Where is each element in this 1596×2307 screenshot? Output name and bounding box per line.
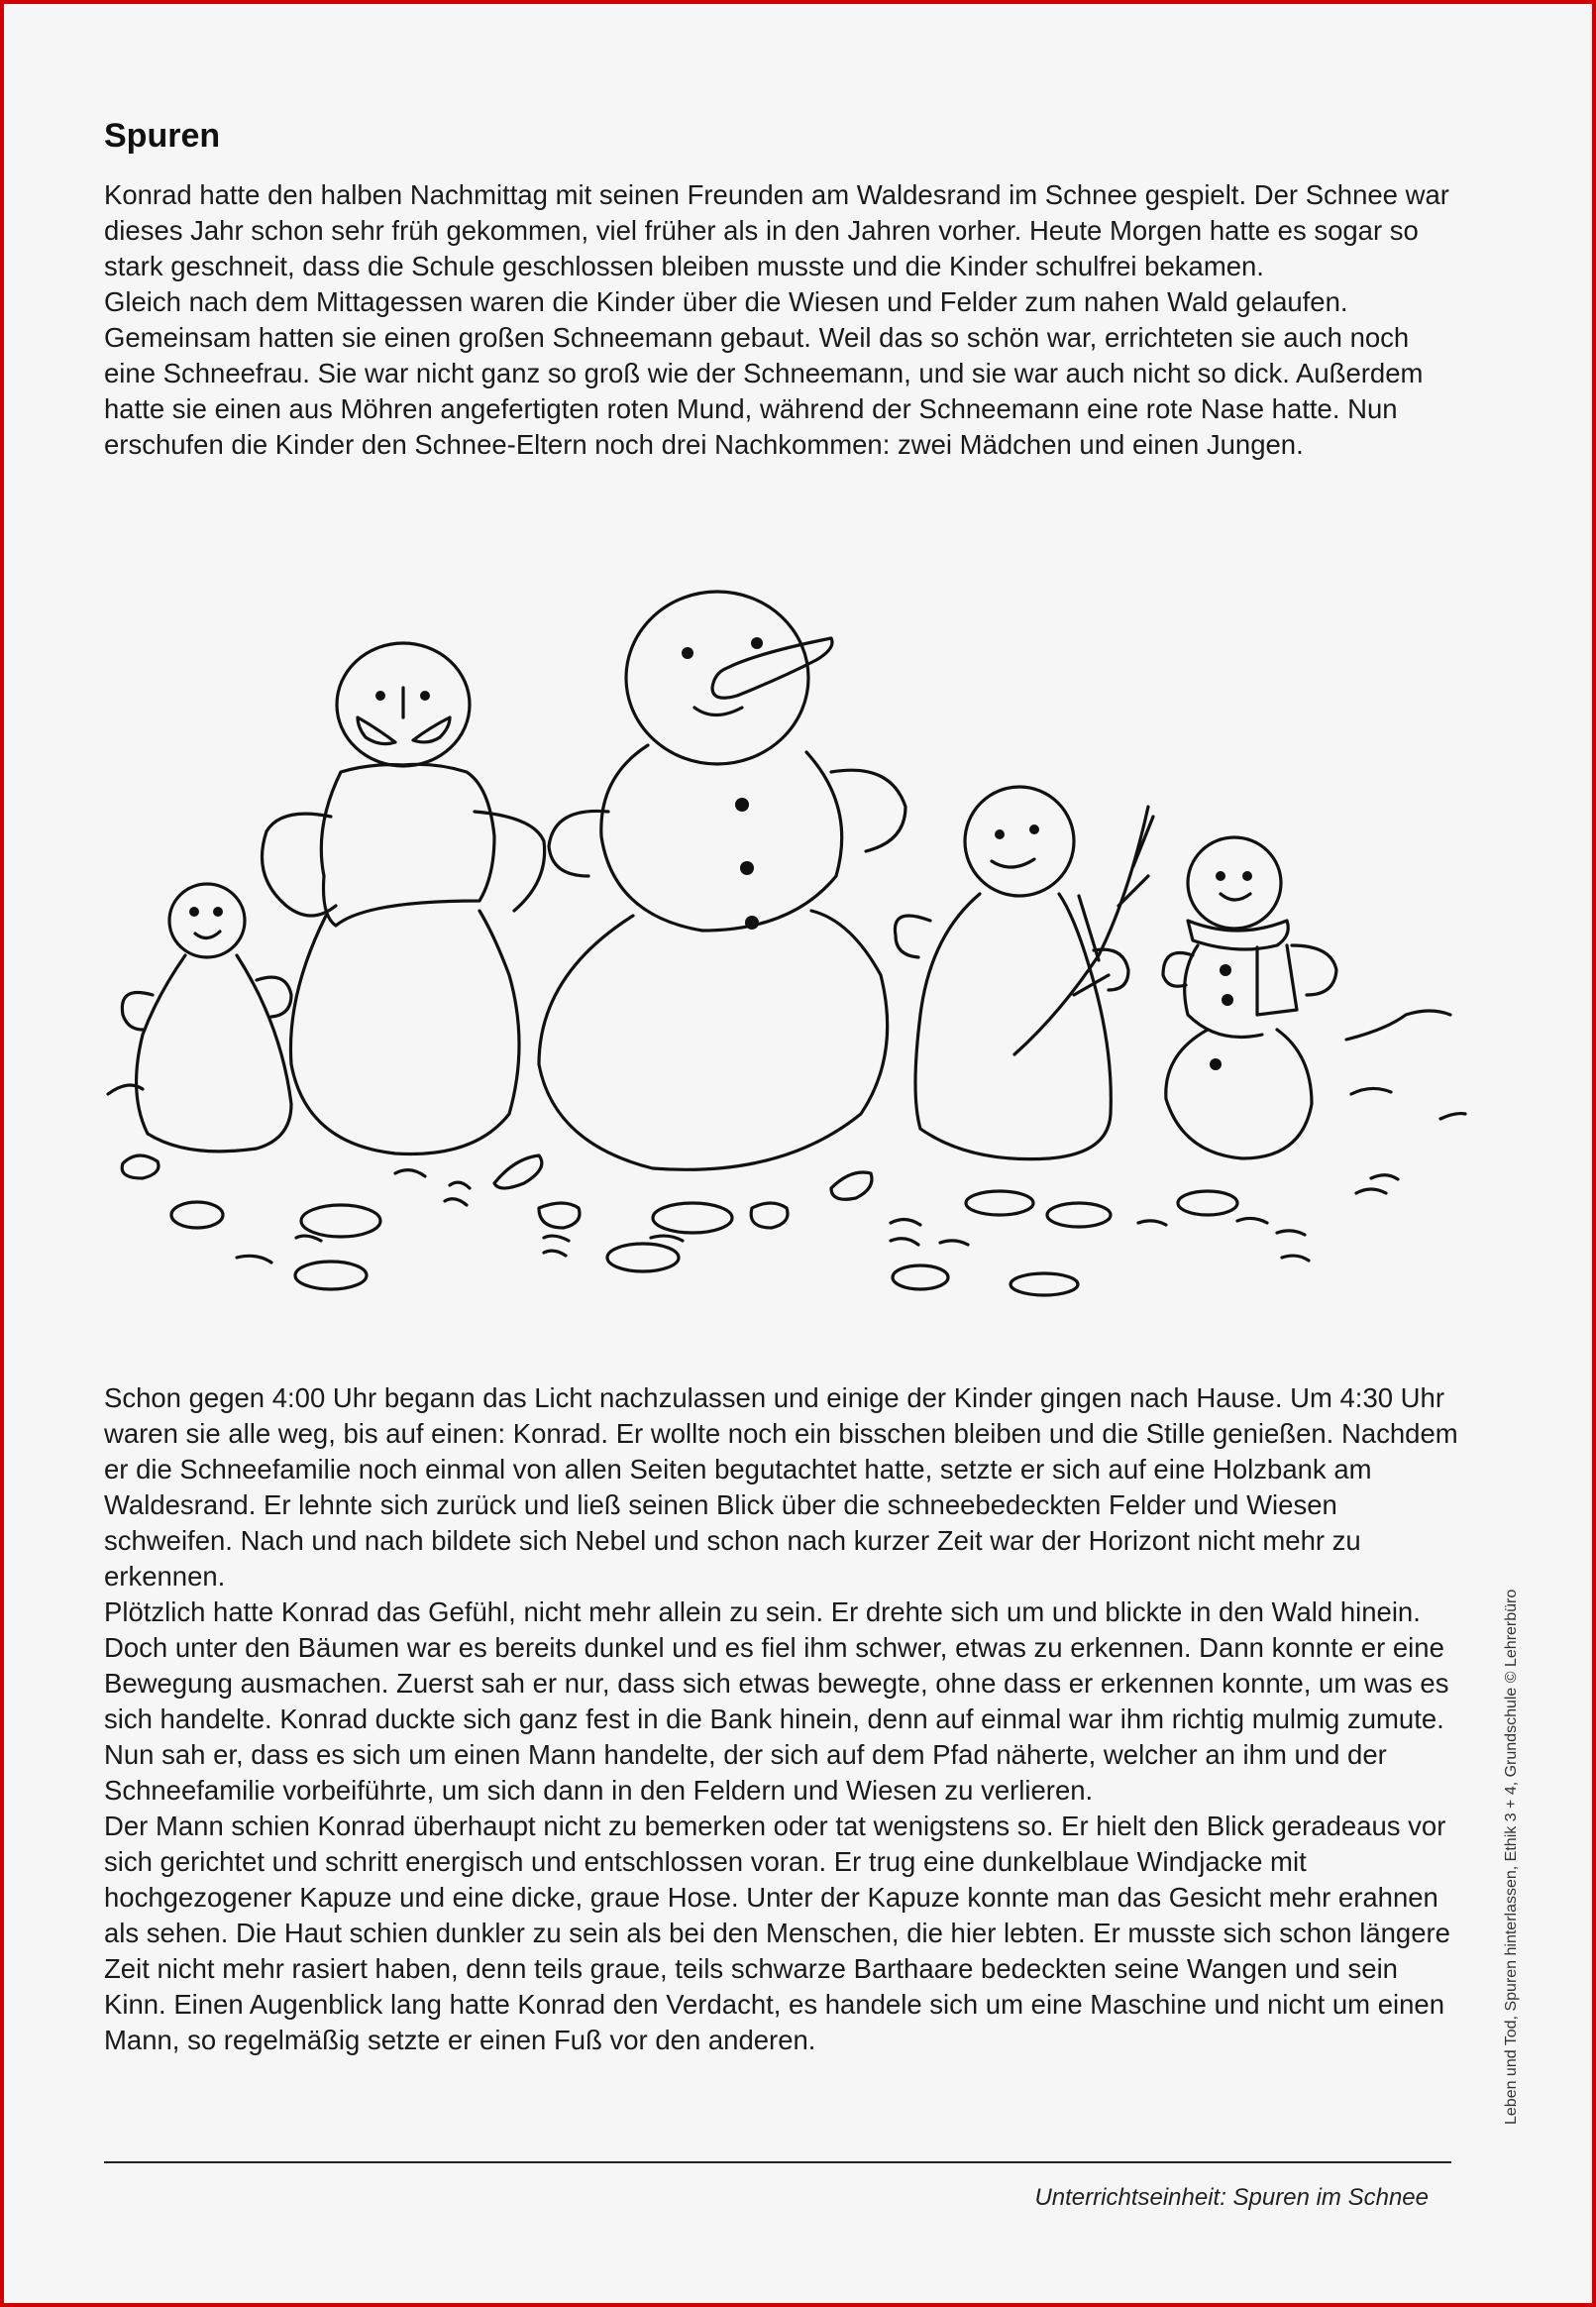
intro-text	[104, 177, 1461, 463]
snowgirl-with-branch	[895, 787, 1153, 1159]
big-snowman	[539, 592, 905, 1169]
page-title: Spuren	[104, 117, 221, 155]
footprints-in-snow	[122, 1155, 1398, 1295]
small-snowboy-with-scarf	[1163, 837, 1336, 1158]
story-text	[104, 1380, 1461, 2058]
story-paragraph: Plötzlich hatte Konrad das Gefühl, nicht mehr allein zu sein. Er drehte sich um und blickte in den Wald hinein. Doch unter den Bäumen war es bereits dunkel und es fiel ihm schwer, etwas zu erkennen. Dann konnte er eine Bewegung ausmachen. Zuerst sah er nur, dass sich etwas bewegte, ohne dass er erkennen konnte, um was es sich handelte. Konrad duckte sich ganz fest in die Bank hinein, denn auf einmal war ihm richtig mulmig zumute. Nun sah er, dass es sich um einen Mann handelte, der sich auf dem Pfad näherte, welcher an ihm und der Schneefamilie vorbeiführte, um sich dann in den Feldern und Wiesen zu verlieren.	[104, 1596, 1449, 1806]
snow-family-illustration	[98, 579, 1470, 1312]
small-snowgirl-left	[122, 884, 291, 1152]
footer-divider	[104, 2161, 1451, 2163]
intro-paragraph: Konrad hatte den halben Nachmittag mit seinen Freunden am Waldesrand im Schnee gespielt. Der Schnee war dieses Jahr schon sehr früh gekommen, viel früher als in den Jahren vorher. Heute Morgen hatte es sogar so stark geschneit, dass die Schule geschlossen bleiben musste und die Kinder schulfrei bekamen.	[104, 179, 1449, 281]
story-paragraph: Schon gegen 4:00 Uhr begann das Licht nachzulassen und einige der Kinder gingen nach Hause. Um 4:30 Uhr waren sie alle weg, bis auf einen: Konrad. Er wollte noch ein bisschen bleiben und die Stille genießen. Nachdem er die Schneefamilie noch einmal von allen Seiten begutachtet hatte, setzte er sich auf eine Holzbank am Waldesrand. Er lehnte sich zurück und ließ seinen Blick über die schneebedeckten Felder und Wiesen schweifen. Nach und nach bildete sich Nebel und schon nach kurzer Zeit war der Horizont nicht mehr zu erkennen.	[104, 1382, 1458, 1592]
snow-woman	[263, 643, 545, 1154]
footer-unit-title: Unterrichtseinheit: Spuren im Schnee	[1034, 2184, 1429, 2211]
story-paragraph: Der Mann schien Konrad überhaupt nicht zu bemerken oder tat wenigstens so. Er hielt den Blick geradeaus vor sich gerichtet und schritt energisch und entschlossen voran. Er trug eine dunkelblaue Windjacke mit hochgezogener Kapuze und eine dicke, graue Hose. Unter der Kapuze konnte man das Gesicht mehr erahnen als sehen. Die Haut schien dunkler zu sein als bei den Menschen, die hier lebten. Er musste sich schon längere Zeit nicht mehr rasiert haben, denn teils graue, teils schwarze Barthaare bedeckten seine Wangen und sein Kinn. Einen Augenblick lang hatte Konrad den Verdacht, es handele sich um eine Maschine und nicht um einen Mann, so regelmäßig setzte er einen Fuß vor den anderen.	[104, 1811, 1450, 2055]
side-copyright-note: Leben und Tod, Spuren hinterlassen, Ethik 3 + 4, Grundschule © Lehrerbüro	[1503, 1589, 1520, 2125]
intro-paragraph: Gleich nach dem Mittagessen waren die Kinder über die Wiesen und Felder zum nahen Wald gelaufen. Gemeinsam hatten sie einen großen Schneemann gebaut. Weil das so schön war, errichteten sie auch noch eine Schneefrau. Sie war nicht ganz so groß wie der Schneemann, und sie war auch nicht so dick. Außerdem hatte sie einen aus Möhren angefertigten roten Mund, während der Schneemann eine rote Nase hatte. Nun erschufen die Kinder den Schnee-Eltern noch drei Nachkommen: zwei Mädchen und einen Jungen.	[104, 286, 1424, 460]
